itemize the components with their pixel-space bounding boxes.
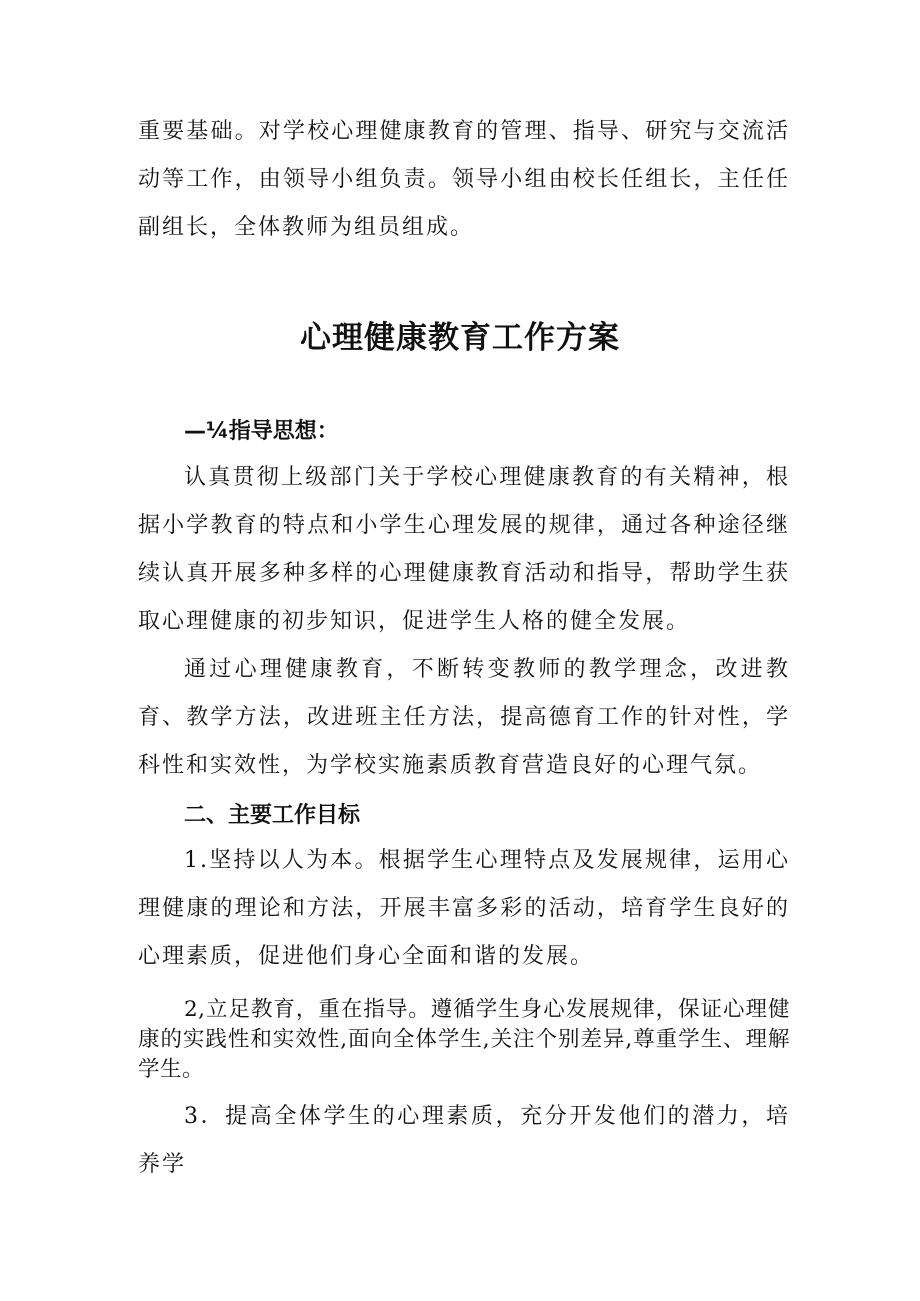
goal-item-3: 3．提高全体学生的心理素质，充分开发他们的潜力，培养学 bbox=[138, 1104, 790, 1177]
section-heading-main-goals: 二、主要工作目标 bbox=[184, 803, 361, 828]
goal-item-2: 2,立足教育，重在指导。遵循学生身心发展规律，保证心理健康的实践性和实效性,面向全体学生,关注个别差异,尊重学生、理解学生。 bbox=[138, 997, 790, 1082]
paragraph-guiding-ideology-1: 认真贯彻上级部门关于学校心理健康教育的有关精神，根据小学教育的特点和小学生心理发展的规律，通过各种途径继续认真开展多种多样的心理健康教育活动和指导，帮助学生获取心理健康的初步知识，促进学生人格的健全发展。 bbox=[138, 465, 790, 634]
paragraph-guiding-ideology-2: 通过心理健康教育，不断转变教师的教学理念，改进教育、教学方法，改进班主任方法，提高德育工作的针对性，学科性和实效性，为学校实施素质教育营造良好的心理气氛。 bbox=[138, 657, 790, 778]
goal-item-1: 1.坚持以人为本。根据学生心理特点及发展规律，运用心理健康的理论和方法，开展丰富多彩的活动，培育学生良好的心理素质，促进他们身心全面和谐的发展。 bbox=[138, 848, 790, 969]
document-title: 心理健康教育工作方案 bbox=[300, 320, 620, 356]
intro-paragraph: 重要基础。对学校心理健康教育的管理、指导、研究与交流活动等工作，由领导小组负责。领导小组由校长任组长，主任任副组长，全体教师为组员组成。 bbox=[138, 119, 790, 240]
section-heading-guiding-ideology: —¼指导思想： bbox=[184, 419, 339, 444]
